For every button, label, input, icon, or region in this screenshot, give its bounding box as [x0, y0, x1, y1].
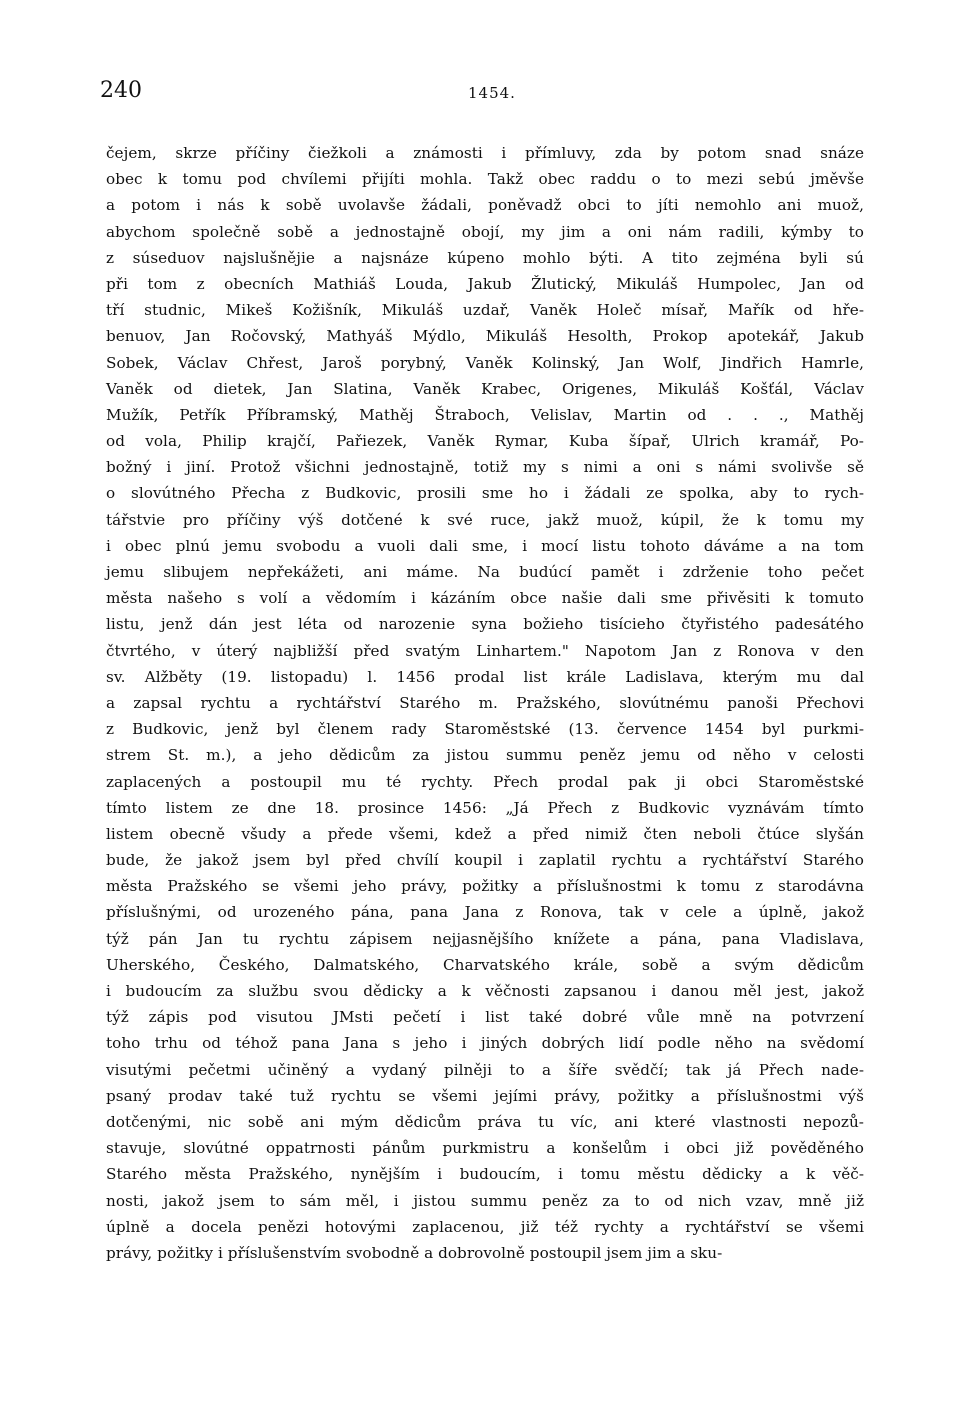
text-line: města Pražského se všemi jeho právy, požitky a příslušnostmi k tomu z starodávna	[106, 877, 864, 896]
text-line: Starého města Pražského, nynějším i budoucím, i tomu městu dědicky a k věč-	[106, 1165, 864, 1184]
text-line: tímto listem ze dne 18. prosince 1456: „Já Přech z Budkovic vyznávám tímto	[106, 798, 864, 817]
text-line: z súseduov najslušnějie a najsnáze kúpeno mohlo býti. A tito zejména byli sú	[106, 248, 864, 267]
text-line: listem obecně všudy a přede všemi, kdež a před nimiž čten neboli čtúce slyšán	[106, 824, 864, 843]
text-line: strem St. m.), a jeho dědicům za jistou summu peněz jemu od něho v celosti	[106, 746, 864, 765]
text-line: božný i jiní. Protož všichni jednostajně, totiž my s nimi a oni s námi svolivše sě	[106, 458, 864, 477]
text-line: zaplacených a postoupil mu té rychty. Přech prodal pak ji obci Staroměstské	[106, 772, 864, 791]
text-line: čtvrtého, v úterý najbližší před svatým Linhartem." Napotom Jan z Ronova v den	[106, 641, 864, 660]
text-line: tří studnic, Mikeš Kožišník, Mikuláš uzdař, Vaněk Holeč mísař, Mařík od hře-	[106, 301, 864, 320]
text-line: i budoucím za službu svou dědicky a k věčnosti zapsanou i danou měl jest, jakož	[106, 982, 864, 1000]
text-line: i obec plnú jemu svobodu a vuoli dali sme, i mocí listu tohoto dáváme a na tom	[106, 536, 864, 555]
text-line: z Budkovic, jenž byl členem rady Staroměstské (13. července 1454 byl purkmi-	[106, 720, 864, 739]
text-line: města našeho s volí a vědomím i kázáním obce našie dali sme přivěsiti k tomuto	[106, 589, 864, 608]
text-line: od vola, Philip krajčí, Pařiezek, Vaněk Rymar, Kuba šípař, Ulrich kramář, Po-	[106, 432, 864, 451]
page-number: 240	[100, 78, 142, 103]
body-text	[106, 140, 864, 1266]
text-line: jemu slibujem nepřekážeti, ani máme. Na budúcí pamět i zdrženie toho pečet	[106, 563, 864, 581]
text-line: benuov, Jan Ročovský, Mathyáš Mýdlo, Mikuláš Hesolth, Prokop apotekář, Jakub	[106, 327, 864, 346]
text-line: sv. Alžběty (19. listopadu) l. 1456 prodal list krále Ladislava, kterým mu dal	[106, 667, 864, 686]
text-line: týž pán Jan tu rychtu zápisem nejjasnějšího knížete a pána, pana Vladislava,	[106, 929, 864, 948]
text-line: visutými pečetmi učiněný a vydaný pilněji to a šíře svědčí; tak já Přech nade-	[106, 1060, 864, 1079]
text-line: při tom z obecních Mathiáš Louda, Jakub Žlutický, Mikuláš Humpolec, Jan od	[106, 274, 864, 293]
text-line: Mužík, Petřík Příbramský, Mathěj Štraboch, Velislav, Martin od . . ., Mathěj	[106, 405, 864, 424]
text-line: čejem, skrze příčiny čiežkoli a známosti i přímluvy, zda by potom snad snáze	[106, 144, 864, 162]
text-line: toho trhu od téhož pana Jana s jeho i jiných dobrých lidí podle něho na svědomí	[106, 1034, 864, 1053]
text-line: nosti, jakož jsem to sám měl, i jistou summu peněz za to od nich vzav, mně již	[106, 1191, 864, 1210]
text-line: dotčenými, nic sobě ani mým dědicům práva tu víc, ani které vlastnosti nepozů-	[106, 1112, 864, 1131]
text-line: bude, že jakož jsem byl před chvílí koupil i zaplatil rychtu a rychtářství Starého	[106, 851, 864, 870]
text-line: o slovútného Přecha z Budkovic, prosili sme ho i žádali ze spolka, aby to rych-	[106, 484, 864, 503]
page-header	[100, 76, 870, 110]
text-line: a potom i nás k sobě uvolavše žádali, poněvadž obci to jíti nemohlo ani muož,	[106, 196, 864, 215]
text-line: Uherského, Českého, Dalmatského, Charvatského krále, sobě a svým dědicům	[106, 955, 864, 974]
text-line: abychom společně sobě a jednostajně obojí, my jim a oni nám radili, kýmby to	[106, 222, 864, 241]
text-line: právy, požitky i příslušenstvím svobodně a dobrovolně postoupil jsem jim a sku-	[106, 1243, 723, 1262]
running-head: 1454.	[468, 84, 516, 102]
text-line: listu, jenž dán jest léta od narozenie syna božieho tisícieho čtyřistého padesátého	[106, 615, 864, 634]
text-line: příslušnými, od urozeného pána, pana Jana z Ronova, tak v cele a úplně, jakož	[106, 903, 864, 922]
text-line: psaný prodav také tuž rychtu se všemi jejími právy, požitky a příslušnostmi výš	[106, 1086, 864, 1105]
text-line: tářstvie pro příčiny výš dotčené k své ruce, jakž muož, kúpil, že k tomu my	[106, 510, 864, 529]
text-line: stavuje, slovútné oppatrnosti pánům purkmistru a konšelům i obci již pověděného	[106, 1139, 864, 1158]
text-line: týž zápis pod visutou JMsti pečetí i list také dobré vůle mně na potvrzení	[106, 1008, 864, 1027]
text-line: a zapsal rychtu a rychtářství Starého m. Pražského, slovútnému panoši Přechovi	[106, 693, 864, 712]
text-line: obec k tomu pod chvílemi přijíti mohla. Takž obec raddu o to mezi sebú jměvše	[106, 170, 864, 189]
text-line: Sobek, Václav Chřest, Jaroš porybný, Vaněk Kolinský, Jan Wolf, Jindřich Hamrle,	[106, 353, 864, 372]
text-line: úplně a docela penězi hotovými zaplacenou, již též rychty a rychtářství se všemi	[106, 1217, 864, 1236]
text-line: Vaněk od dietek, Jan Slatina, Vaněk Krabec, Origenes, Mikuláš Košťál, Václav	[106, 379, 864, 398]
